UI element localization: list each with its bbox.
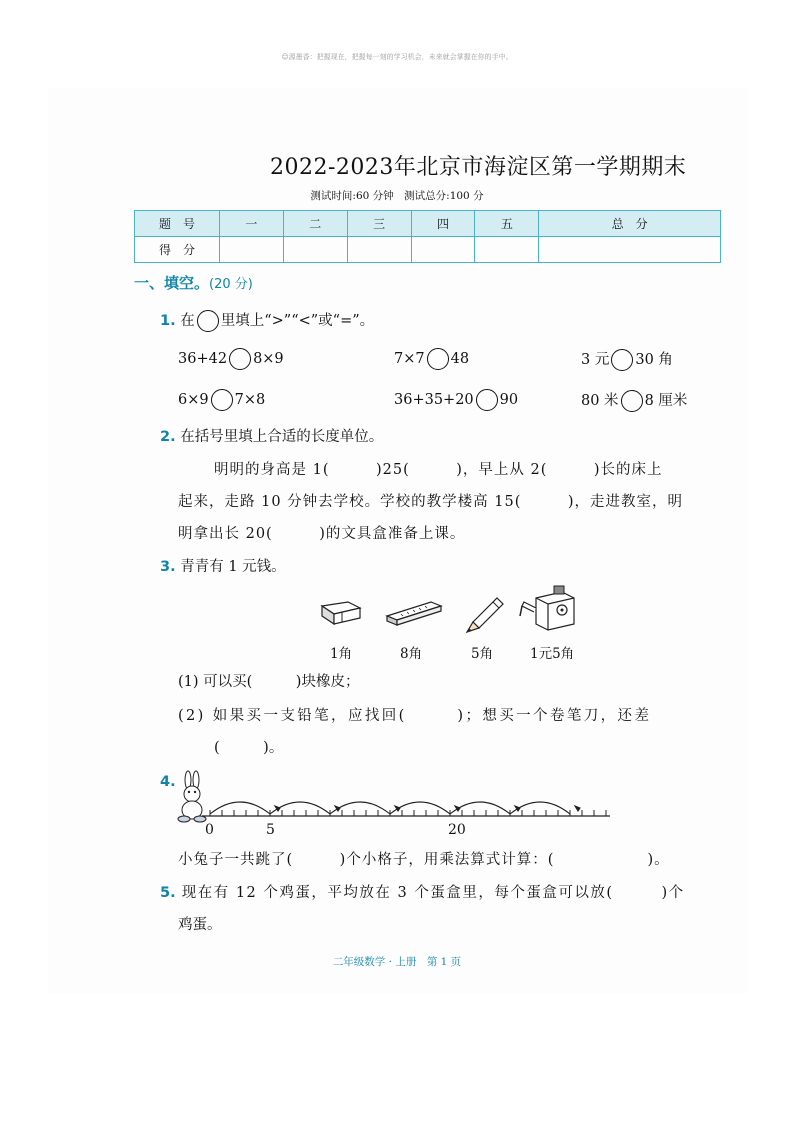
compare-left: 6×9 xyxy=(178,392,209,408)
compare-item xyxy=(581,389,687,412)
compare-right: 8×9 xyxy=(253,351,284,367)
compare-left: 36+35+20 xyxy=(394,392,474,408)
compare-right: 90 xyxy=(499,392,519,408)
compare-left: 7×7 xyxy=(394,351,425,367)
score-table-col: 三 xyxy=(347,211,411,237)
watermark: ☺源墨香：把握现在，把握每一刻的学习机会，未来就会掌握在你的手中。 xyxy=(281,53,513,61)
question-text: 现在有 12 个鸡蛋，平均放在 3 个蛋盒里，每个蛋盒可以放( )个 xyxy=(181,885,685,901)
answer-circle[interactable] xyxy=(229,348,251,370)
number-line xyxy=(200,788,614,824)
question-number: 4. xyxy=(160,774,176,790)
score-table-col: 五 xyxy=(475,211,539,237)
score-cell[interactable] xyxy=(475,237,539,263)
paragraph-line: 明明的身高是 1( )25( )，早上从 2( )长的床上 xyxy=(214,462,663,478)
pencil-icon xyxy=(463,592,505,634)
question-number: 5. xyxy=(160,885,176,901)
price-label: 1元5角 xyxy=(530,646,575,662)
compare-item xyxy=(178,389,265,411)
question-4-text: 小兔子一共跳了( )个小格子，用乘法算式计算：( )。 xyxy=(178,852,670,868)
compare-right: 48 xyxy=(450,351,470,367)
sub-question-1: (1) 可以买( )块橡皮； xyxy=(178,674,360,690)
tick-label: 20 xyxy=(448,822,466,838)
page-footer: 二年级数学 · 上册 第 1 页 xyxy=(332,956,462,968)
jump-arcs xyxy=(210,802,580,814)
question-3 xyxy=(160,557,286,577)
score-table-col: 四 xyxy=(411,211,475,237)
compare-left: 80 米 xyxy=(581,393,619,409)
score-cell[interactable] xyxy=(411,237,475,263)
question-text: 里填上“>”“<”或“=”。 xyxy=(220,313,375,329)
score-cell[interactable] xyxy=(283,237,347,263)
answer-circle[interactable] xyxy=(476,389,498,411)
question-1 xyxy=(160,310,374,332)
compare-item xyxy=(394,348,469,370)
page-title: 2022-2023年北京市海淀区第一学期期末 xyxy=(270,155,687,180)
compare-left: 36+42 xyxy=(178,351,228,367)
compare-right: 30 角 xyxy=(635,352,673,368)
paragraph-line: 明拿出长 20( )的文具盒准备上课。 xyxy=(178,526,466,542)
answer-circle[interactable] xyxy=(427,348,449,370)
compare-item xyxy=(178,348,284,370)
score-table-col: 一 xyxy=(220,211,284,237)
eraser-icon xyxy=(318,596,364,626)
pencil-sharpener-icon xyxy=(518,584,582,634)
section-title: 一、填空。 xyxy=(134,274,210,292)
compare-right: 7×8 xyxy=(234,392,266,408)
answer-circle[interactable] xyxy=(197,310,219,332)
answer-circle[interactable] xyxy=(611,349,633,371)
question-2 xyxy=(160,427,383,447)
price-label: 1角 xyxy=(330,646,353,662)
question-number: 3. xyxy=(160,559,176,575)
compare-item xyxy=(394,389,518,411)
section-points: (20 分) xyxy=(209,277,253,292)
tick-label: 5 xyxy=(266,822,275,838)
tick-label: 0 xyxy=(205,822,214,838)
score-table-score-row xyxy=(135,237,721,263)
question-5 xyxy=(160,883,685,903)
score-table-label: 题 号 xyxy=(135,211,220,237)
score-table-col: 总 分 xyxy=(539,211,721,237)
score-table-col: 二 xyxy=(283,211,347,237)
question-text: 在 xyxy=(180,313,195,329)
page-subtitle: 测试时间:60 分钟 测试总分:100 分 xyxy=(310,190,484,202)
question-text: 青青有 1 元钱。 xyxy=(180,559,286,575)
question-4 xyxy=(160,772,176,792)
score-table-header-row xyxy=(135,211,721,237)
question-number: 2. xyxy=(160,429,176,445)
score-cell[interactable] xyxy=(220,237,284,263)
compare-right: 8 厘米 xyxy=(644,393,688,409)
price-label: 5角 xyxy=(471,646,494,662)
score-cell[interactable] xyxy=(347,237,411,263)
sub-question-2-cont: ( )。 xyxy=(214,740,284,756)
sub-question-2: (2) 如果买一支铅笔，应找回( )；想买一个卷笔刀，还差 xyxy=(178,708,652,724)
score-table-label: 得 分 xyxy=(135,237,220,263)
answer-circle[interactable] xyxy=(211,389,233,411)
question-text: 在括号里填上合适的长度单位。 xyxy=(180,429,384,445)
question-5-cont: 鸡蛋。 xyxy=(178,917,222,933)
score-table xyxy=(134,210,721,263)
ruler-icon xyxy=(385,598,443,626)
price-label: 8角 xyxy=(400,646,423,662)
paragraph-line: 起来，走路 10 分钟去学校。学校的教学楼高 15( )，走进教室，明 xyxy=(178,494,684,510)
compare-item xyxy=(581,348,673,371)
answer-circle[interactable] xyxy=(621,390,643,412)
compare-left: 3 元 xyxy=(581,352,610,368)
score-cell[interactable] xyxy=(539,237,721,263)
question-number: 1. xyxy=(160,313,176,329)
section-heading xyxy=(134,272,253,293)
